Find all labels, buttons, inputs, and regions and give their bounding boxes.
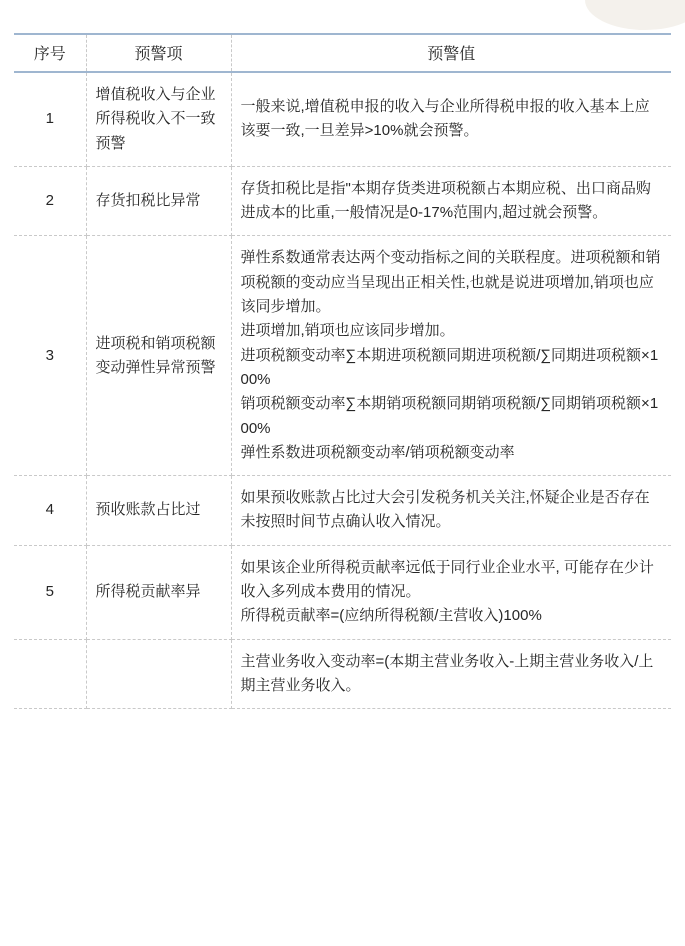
row-value — [231, 545, 671, 639]
row-index — [14, 639, 86, 709]
table-row — [14, 476, 671, 546]
table-row — [14, 639, 671, 709]
table-header — [14, 34, 671, 72]
value-line: 销项税额变动率∑本期销项税额同期销项税额/∑同期销项税额×100% — [240, 395, 659, 437]
value-line: 进项增加,销项也应该同步增加。 — [240, 322, 455, 340]
table-row — [14, 72, 671, 166]
row-index: 3 — [14, 236, 86, 476]
table-body — [14, 72, 671, 709]
column-header-value: 预警值 — [231, 34, 671, 72]
row-value — [231, 236, 671, 476]
column-header-item: 预警项 — [86, 34, 231, 72]
row-item — [86, 639, 231, 709]
row-value: 存货扣税比是指"本期存货类进项税额占本期应税、出口商品购进成本的比重,一般情况是0-17%范围内,超过就会预警。 — [231, 166, 671, 236]
value-line: 如果该企业所得税贡献率远低于同行业企业水平, 可能存在少计收入多列成本费用的情况。 — [240, 558, 654, 601]
value-line: 弹性系数进项税额变动率/销项税额变动率 — [240, 443, 515, 461]
column-header-index: 序号 — [14, 34, 86, 72]
tax-warning-table — [14, 33, 671, 709]
table-row — [14, 166, 671, 236]
row-index: 1 — [14, 72, 86, 166]
row-item: 预收账款占比过 — [86, 476, 231, 546]
row-index: 5 — [14, 545, 86, 639]
row-item: 进项税和销项税额变动弹性异常预警 — [86, 236, 231, 476]
table-row — [14, 236, 671, 476]
table-row — [14, 545, 671, 639]
corner-decoration — [585, 0, 685, 30]
row-value: 如果预收账款占比过大会引发税务机关关注,怀疑企业是否存在未按照时间节点确认收入情况。 — [231, 476, 671, 546]
table-header-row — [14, 34, 671, 72]
value-line: 所得税贡献率=(应纳所得税额/主营收入)100% — [240, 607, 542, 625]
row-value: 主营业务收入变动率=(本期主营业务收入-上期主营业务收入/上期主营业务收入。 — [231, 639, 671, 709]
row-item: 增值税收入与企业所得税收入不一致预警 — [86, 72, 231, 166]
row-item: 所得税贡献率异 — [86, 545, 231, 639]
row-value: 一般来说,增值税申报的收入与企业所得税申报的收入基本上应该要一致,一旦差异>10%就会预警。 — [231, 72, 671, 166]
row-index: 2 — [14, 166, 86, 236]
value-line: 进项税额变动率∑本期进项税额同期进项税额/∑同期进项税额×100% — [240, 346, 659, 388]
row-item: 存货扣税比异常 — [86, 166, 231, 236]
row-index: 4 — [14, 476, 86, 546]
value-line: 弹性系数通常表达两个变动指标之间的关联程度。进项税额和销项税额的变动应当呈现出正相关性,也就是说进项增加,销项也应该同步增加。 — [240, 249, 661, 316]
